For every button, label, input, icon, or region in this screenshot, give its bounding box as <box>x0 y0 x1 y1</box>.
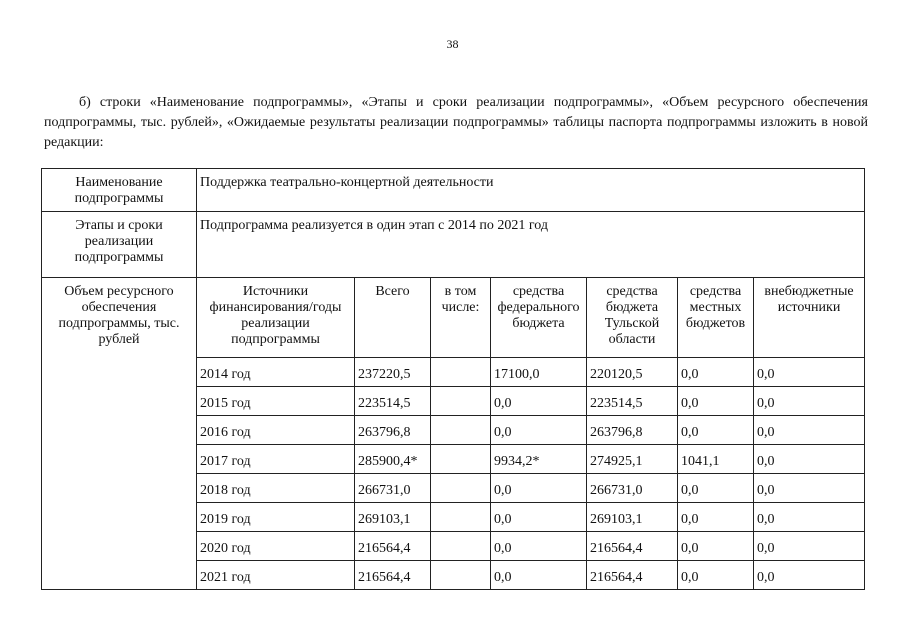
regional-cell: 216564,4 <box>587 532 678 561</box>
regional-cell: 266731,0 <box>587 474 678 503</box>
header-regional: средства бюджета Тульской области <box>587 278 678 358</box>
regional-cell: 263796,8 <box>587 416 678 445</box>
total-cell: 216564,4 <box>355 532 431 561</box>
offbudget-cell: 0,0 <box>754 387 865 416</box>
header-offbudget: внебюджетные источники <box>754 278 865 358</box>
including-cell <box>431 532 491 561</box>
including-cell <box>431 503 491 532</box>
including-cell <box>431 445 491 474</box>
passport-table <box>41 168 865 590</box>
year-cell: 2014 год <box>197 358 355 387</box>
header-source: Источники финансирования/годы реализации подпрограммы <box>197 278 355 358</box>
row-funding-header <box>42 278 865 358</box>
federal-cell: 0,0 <box>491 561 587 590</box>
local-cell: 0,0 <box>678 416 754 445</box>
row-stages <box>42 212 865 278</box>
year-cell: 2015 год <box>197 387 355 416</box>
year-cell: 2020 год <box>197 532 355 561</box>
local-cell: 0,0 <box>678 561 754 590</box>
offbudget-cell: 0,0 <box>754 532 865 561</box>
regional-cell: 274925,1 <box>587 445 678 474</box>
label-subprogram-name: Наименование подпрограммы <box>42 169 197 212</box>
total-cell: 285900,4* <box>355 445 431 474</box>
offbudget-cell: 0,0 <box>754 561 865 590</box>
header-local: средства местных бюджетов <box>678 278 754 358</box>
offbudget-cell: 0,0 <box>754 445 865 474</box>
including-cell <box>431 387 491 416</box>
offbudget-cell: 0,0 <box>754 358 865 387</box>
row-subprogram-name <box>42 169 865 212</box>
year-cell: 2021 год <box>197 561 355 590</box>
total-cell: 263796,8 <box>355 416 431 445</box>
local-cell: 1041,1 <box>678 445 754 474</box>
including-cell <box>431 416 491 445</box>
header-including: в том числе: <box>431 278 491 358</box>
year-cell: 2017 год <box>197 445 355 474</box>
label-stages: Этапы и сроки реализации подпрограммы <box>42 212 197 278</box>
value-stages: Подпрограмма реализуется в один этап с 2014 по 2021 год <box>197 212 865 278</box>
regional-cell: 216564,4 <box>587 561 678 590</box>
total-cell: 216564,4 <box>355 561 431 590</box>
total-cell: 223514,5 <box>355 387 431 416</box>
page-number: 38 <box>446 37 459 51</box>
total-cell: 269103,1 <box>355 503 431 532</box>
including-cell <box>431 358 491 387</box>
federal-cell: 0,0 <box>491 416 587 445</box>
offbudget-cell: 0,0 <box>754 474 865 503</box>
offbudget-cell: 0,0 <box>754 503 865 532</box>
local-cell: 0,0 <box>678 358 754 387</box>
local-cell: 0,0 <box>678 503 754 532</box>
total-cell: 266731,0 <box>355 474 431 503</box>
federal-cell: 0,0 <box>491 474 587 503</box>
total-cell: 237220,5 <box>355 358 431 387</box>
local-cell: 0,0 <box>678 474 754 503</box>
local-cell: 0,0 <box>678 532 754 561</box>
header-total: Всего <box>355 278 431 358</box>
year-cell: 2018 год <box>197 474 355 503</box>
federal-cell: 0,0 <box>491 503 587 532</box>
regional-cell: 220120,5 <box>587 358 678 387</box>
intro-paragraph: б) строки «Наименование подпрограммы», «Этапы и сроки реализации подпрограммы», «Объем ресурсного обеспечения подпрограммы, тыс. рублей», «Ожидаемые результаты реализации подпрограммы» таблицы паспорта подпрограммы изложить в новой редакции: <box>44 95 868 150</box>
including-cell <box>431 561 491 590</box>
federal-cell: 9934,2* <box>491 445 587 474</box>
label-funding: Объем ресурсного обеспечения подпрограммы, тыс. рублей <box>42 278 197 590</box>
offbudget-cell: 0,0 <box>754 416 865 445</box>
including-cell <box>431 474 491 503</box>
year-cell: 2016 год <box>197 416 355 445</box>
federal-cell: 0,0 <box>491 387 587 416</box>
year-cell: 2019 год <box>197 503 355 532</box>
header-federal: средства федерального бюджета <box>491 278 587 358</box>
regional-cell: 223514,5 <box>587 387 678 416</box>
value-subprogram-name: Поддержка театрально-концертной деятельности <box>197 169 865 212</box>
federal-cell: 0,0 <box>491 532 587 561</box>
local-cell: 0,0 <box>678 387 754 416</box>
federal-cell: 17100,0 <box>491 358 587 387</box>
regional-cell: 269103,1 <box>587 503 678 532</box>
